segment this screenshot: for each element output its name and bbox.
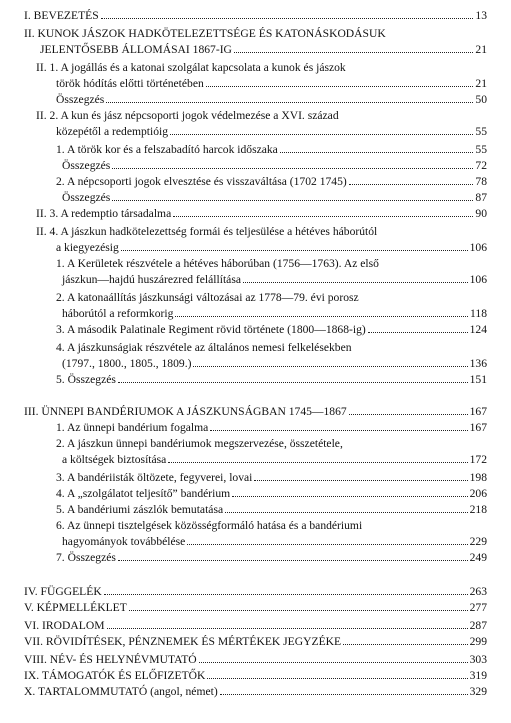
toc-entry-title: (1797., 1800., 1805., 1809.) [62, 357, 192, 370]
dot-leader [368, 331, 468, 333]
toc-entry [56, 140, 487, 156]
toc-entry [56, 418, 487, 434]
dot-leader [118, 559, 468, 561]
toc-entry-title: török hódítás előtti történetében [56, 77, 204, 90]
dot-leader [173, 215, 473, 217]
toc-entry-page: 13 [475, 9, 487, 22]
toc-entry-title: VII. RÖVIDÍTÉSEK, PÉNZNEMEK ÉS MÉRTÉKEK JEGYZÉKE [24, 635, 342, 648]
dot-leader [106, 101, 473, 103]
dot-leader [199, 661, 468, 663]
dot-leader [207, 677, 467, 679]
toc-entry [56, 172, 487, 188]
toc-entry [56, 74, 487, 90]
toc-entry [24, 24, 487, 40]
toc-entry-title: 4. A jászkunságiak részvétele az általános nemesi felkelésekben [56, 341, 352, 354]
toc-entry-page: 78 [475, 175, 487, 188]
toc-entry-page: 198 [469, 471, 487, 484]
toc-entry-page: 299 [469, 635, 487, 648]
dot-leader [349, 183, 474, 185]
toc-entry-title: I. BEVEZETÉS [24, 9, 99, 22]
toc-entry-page: 90 [475, 207, 487, 220]
toc-entry-title: V. KÉPMELLÉKLET [24, 601, 127, 614]
toc-entry-title: 1. Az ünnepi bandérium fogalma [56, 421, 209, 434]
dot-leader [118, 381, 468, 383]
toc-entry-page: 151 [469, 373, 487, 386]
toc-entry [24, 598, 487, 614]
toc-entry [36, 58, 487, 74]
dot-leader [112, 167, 473, 169]
toc-entry-title: II. 2. A kun és jász népcsoporti jogok védelmezése a XVI. század [36, 109, 339, 122]
toc-entry-title: X. TARTALOMMUTATÓ (angol, német) [24, 685, 218, 698]
toc-entry-title: 3. A második Palatinale Regiment rövid története (1800—1868-ig) [56, 323, 366, 336]
toc-entry-page: 218 [469, 503, 487, 516]
toc-entry [40, 40, 487, 56]
toc-entry [56, 254, 487, 270]
dot-leader [254, 479, 467, 481]
toc-entry [56, 122, 487, 138]
toc-entry-page: 263 [469, 585, 487, 598]
dot-leader [349, 413, 468, 415]
toc-entry-page: 319 [469, 669, 487, 682]
toc-entry-title: III. ÜNNEPI BANDÉRIUMOK A JÁSZKUNSÁGBAN 1745—1867 [24, 405, 347, 418]
toc-entry [56, 320, 487, 336]
toc-entry-page: 118 [470, 307, 487, 320]
toc-entry-page: 287 [469, 619, 487, 632]
toc-entry-page: 106 [469, 273, 487, 286]
toc-entry-title: Összegzés [62, 191, 111, 204]
toc-entry-title: közepétől a redemptióig [56, 125, 169, 138]
dot-leader [206, 85, 474, 87]
toc-entry-title: II. 1. A jogállás és a katonai szolgálat kapcsolata a kunok és jászok [36, 61, 346, 74]
toc-entry [56, 370, 487, 386]
toc-entry-page: 136 [469, 357, 487, 370]
toc-entry [56, 484, 487, 500]
toc-entry-title: 2. A népcsoporti jogok elvesztése és visszaváltása (1702 1745) [56, 175, 347, 188]
toc-entry-title: a kiegyezésig [56, 241, 119, 254]
dot-leader [220, 693, 468, 695]
toc-entry [62, 354, 487, 370]
toc-entry [24, 582, 487, 598]
dot-leader [121, 249, 468, 251]
toc-entry [36, 222, 487, 238]
toc-entry [56, 434, 487, 450]
toc-entry-page: 229 [469, 535, 487, 548]
toc-entry-title: VI. IRODALOM [24, 619, 105, 632]
toc-entry [24, 632, 487, 648]
toc-entry-page: 50 [475, 93, 487, 106]
toc-entry-title: Összegzés [56, 93, 105, 106]
dot-leader [343, 643, 467, 645]
toc-entry-title: hagyományok továbbélése [62, 535, 186, 548]
toc-entry-title: 7. Összegzés [56, 551, 116, 564]
toc-entry-title: 4. A „szolgálatot teljesítő” bandérium [56, 487, 231, 500]
toc-entry-title: JELENTŐSEBB ÁLLOMÁSAI 1867-IG [40, 43, 232, 56]
toc-entry [36, 204, 487, 220]
toc-entry [62, 304, 487, 320]
toc-entry-title: 3. A bandériisták öltözete, fegyverei, lovai [56, 471, 253, 484]
toc-entry-title: 5. Összegzés [56, 373, 116, 386]
toc-entry [24, 402, 487, 418]
toc-entry-page: 55 [475, 143, 487, 156]
toc-entry [62, 450, 487, 466]
toc-entry-page: 87 [475, 191, 487, 204]
toc-entry [62, 532, 487, 548]
toc-entry-title: jászkun—hajdú huszárezred felállítása [62, 273, 241, 286]
toc-entry-title: 1. A török kor és a felszabadító harcok időszaka [56, 143, 278, 156]
toc-entry-title: 2. A jászkun ünnepi bandériumok megszervezése, összetétele, [56, 437, 343, 450]
toc-entry [56, 338, 487, 354]
toc-entry [24, 666, 487, 682]
toc-entry-page: 249 [469, 551, 487, 564]
toc-entry-page: 106 [469, 241, 487, 254]
toc-entry-title: 1. A Kerületek részvétele a hétéves háborúban (1756—1763). Az első [56, 257, 379, 270]
toc-entry-title: 5. A bandériumi zászlók bemutatása [56, 503, 224, 516]
toc-entry [56, 90, 487, 106]
toc-entry [56, 468, 487, 484]
toc-entry-page: 167 [469, 421, 487, 434]
toc-entry [56, 548, 487, 564]
dot-leader [280, 151, 474, 153]
toc-entry [62, 156, 487, 172]
toc-entry-page: 167 [469, 405, 487, 418]
toc-entry-title: a költségek biztosítása [62, 453, 167, 466]
toc-entry-title: Összegzés [62, 159, 111, 172]
dot-leader [175, 315, 468, 317]
toc-entry-title: IX. TÁMOGATÓK ÉS ELŐFIZETŐK [24, 669, 206, 682]
dot-leader [232, 495, 467, 497]
dot-leader [129, 609, 468, 611]
toc-entry-page: 329 [469, 685, 487, 698]
toc-entry-title: háborútól a reformkorig [62, 307, 174, 320]
toc-entry-page: 21 [475, 43, 487, 56]
toc-entry-title: II. 4. A jászkun hadkötelezettség formái és teljesülése a hétéves háborútól [36, 225, 378, 238]
toc-entry [56, 238, 487, 254]
toc-entry [62, 270, 487, 286]
toc-entry [56, 516, 487, 532]
toc-entry [24, 650, 487, 666]
dot-leader [243, 281, 468, 283]
toc-entry-title: VIII. NÉV- ÉS HELYNÉVMUTATÓ [24, 653, 197, 666]
toc-entry-page: 55 [475, 125, 487, 138]
dot-leader [104, 593, 468, 595]
toc-entry [36, 106, 487, 122]
toc-entry-page: 172 [469, 453, 487, 466]
toc-entry-title: 6. Az ünnepi tisztelgések közösségformáló hatása és a bandériumi [56, 519, 363, 532]
toc-entry [24, 616, 487, 632]
toc-entry [62, 188, 487, 204]
toc-entry [24, 6, 487, 22]
dot-leader [170, 133, 473, 135]
toc-entry-page: 206 [469, 487, 487, 500]
dot-leader [187, 543, 467, 545]
dot-leader [107, 627, 468, 629]
toc-entry [24, 682, 487, 698]
toc-entry-page: 277 [469, 601, 487, 614]
toc-entry-page: 72 [475, 159, 487, 172]
dot-leader [234, 51, 473, 53]
toc-entry-page: 21 [475, 77, 487, 90]
dot-leader [101, 17, 474, 19]
toc-entry-title: II. 3. A redemptio társadalma [36, 207, 172, 220]
dot-leader [168, 461, 467, 463]
toc-entry-title: 2. A katonaállítás jászkunsági változásai az 1778—79. évi porosz [56, 291, 359, 304]
toc-entry-title: IV. FÜGGELÉK [24, 585, 102, 598]
toc-entry-page: 303 [469, 653, 487, 666]
dot-leader [225, 511, 468, 513]
toc-entry [56, 500, 487, 516]
toc-entry-page: 124 [469, 323, 487, 336]
dot-leader [193, 365, 467, 367]
toc-entry-title: II. KUNOK JÁSZOK HADKÖTELEZETTSÉGE ÉS KATONÁSKODÁSUK [24, 27, 386, 40]
dot-leader [112, 199, 473, 201]
dot-leader [210, 429, 467, 431]
toc-entry [56, 288, 487, 304]
